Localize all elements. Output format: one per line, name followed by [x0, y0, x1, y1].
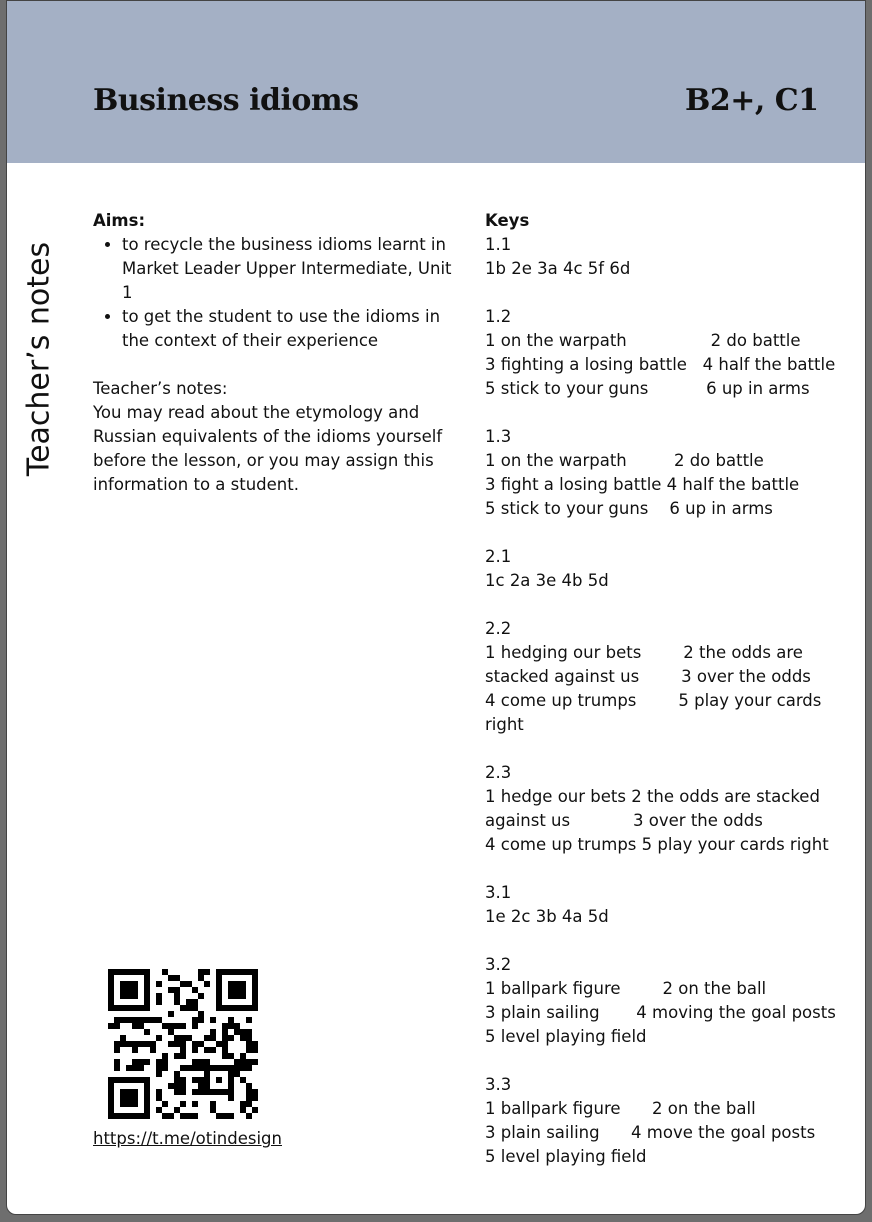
key-section-label: 3.2	[485, 955, 512, 974]
key-section-label: 2.1	[485, 547, 512, 566]
key-section-label: 1.2	[485, 307, 512, 326]
left-column	[93, 209, 463, 497]
key-line: 5 level playing field	[485, 1147, 647, 1166]
key-line: 1 ballpark figure 2 on the ball	[485, 1099, 756, 1118]
key-line: against us 3 over the odds	[485, 811, 763, 830]
key-section-label: 1.1	[485, 235, 512, 254]
keys-heading: Keys	[485, 211, 530, 230]
aims-item: • to recycle the business idioms learnt in Market Leader Upper Intermediate, Unit 1	[122, 233, 463, 305]
key-line: 3 fighting a losing battle 4 half the battle	[485, 355, 836, 374]
key-line: 1 hedge our bets 2 the odds are stacked	[485, 787, 820, 806]
aims-item: • to get the student to use the idioms in the context of their experience	[122, 305, 463, 353]
key-line: 3 plain sailing 4 moving the goal posts	[485, 1003, 836, 1022]
key-line: 1e 2c 3b 4a 5d	[485, 907, 609, 926]
key-line: 1b 2e 3a 4c 5f 6d	[485, 259, 631, 278]
notes-heading: Teacher’s notes:	[93, 379, 228, 398]
page-title: Business idioms	[93, 83, 359, 118]
key-line: 1 on the warpath 2 do battle	[485, 331, 801, 350]
key-line: 1 on the warpath 2 do battle	[485, 451, 764, 470]
telegram-link[interactable]: https://t.me/otindesign	[93, 1129, 282, 1148]
keys-sections	[485, 233, 855, 1169]
key-section-label: 2.3	[485, 763, 512, 782]
aims-heading: Aims:	[93, 211, 146, 230]
key-section-label: 2.2	[485, 619, 512, 638]
worksheet-page	[6, 0, 866, 1215]
key-line: 4 come up trumps 5 play your cards right	[485, 835, 829, 854]
notes-text: You may read about the etymology and Russian equivalents of the idioms yourself before the lesson, or you may assign this information to a student.	[93, 403, 443, 494]
key-line: 1c 2a 3e 4b 5d	[485, 571, 609, 590]
key-line: 5 stick to your guns 6 up in arms	[485, 379, 810, 398]
side-label: Teacher’s notes	[21, 241, 57, 477]
key-line: 5 level playing field	[485, 1027, 647, 1046]
key-line: 1 ballpark figure 2 on the ball	[485, 979, 767, 998]
key-line: 5 stick to your guns 6 up in arms	[485, 499, 773, 518]
aims-list	[93, 233, 463, 353]
key-line: right	[485, 715, 524, 734]
key-section-label: 3.3	[485, 1075, 512, 1094]
header-band	[7, 1, 865, 163]
qr-code-icon	[108, 969, 258, 1119]
key-line: 1 hedging our bets 2 the odds are	[485, 643, 803, 662]
key-line: stacked against us 3 over the odds	[485, 667, 811, 686]
key-section-label: 1.3	[485, 427, 512, 446]
key-line: 3 plain sailing 4 move the goal posts	[485, 1123, 816, 1142]
key-section-label: 3.1	[485, 883, 512, 902]
key-line: 3 fight a losing battle 4 half the battle	[485, 475, 800, 494]
key-line: 4 come up trumps 5 play your cards	[485, 691, 822, 710]
keys-column	[485, 209, 855, 1169]
level-label: B2+, C1	[685, 83, 819, 118]
